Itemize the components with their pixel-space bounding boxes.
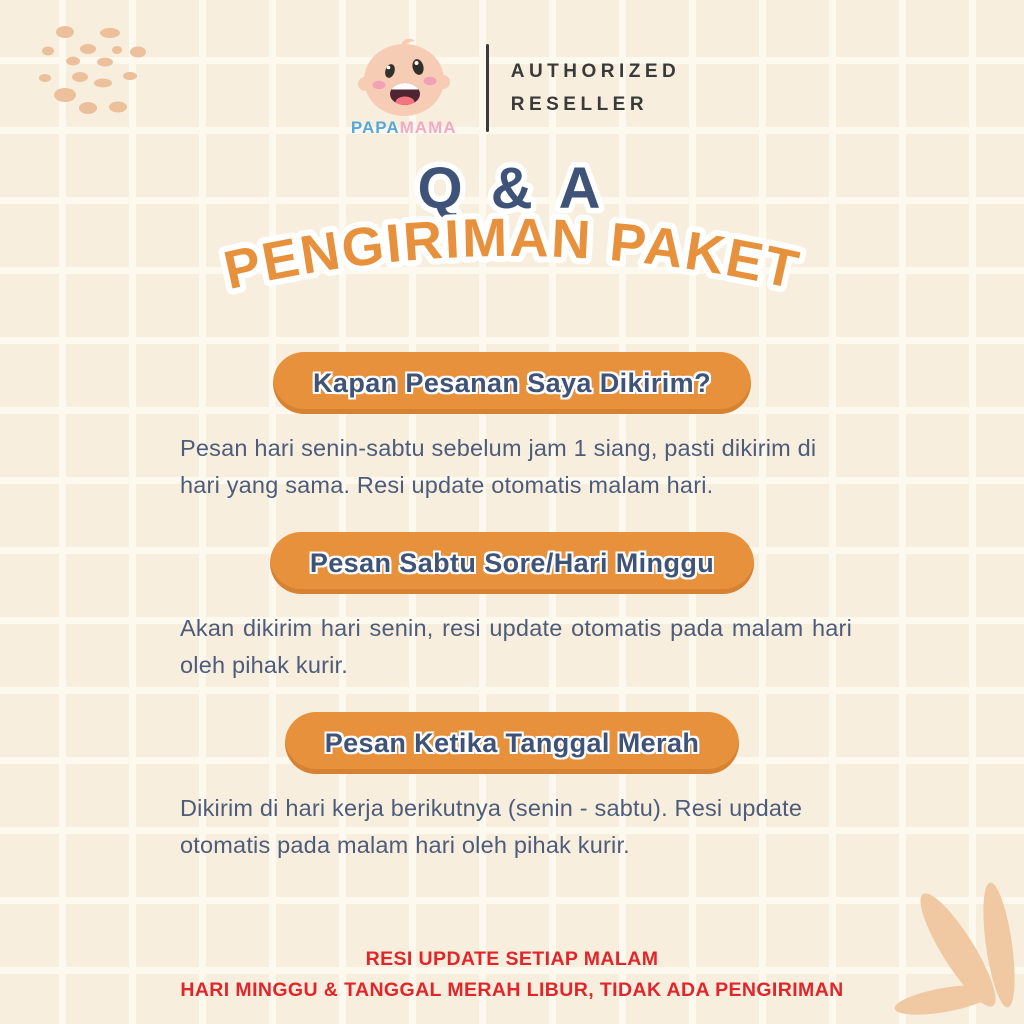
footer-note xyxy=(0,944,1024,1006)
svg-text:PENGIRIMAN PAKET xyxy=(219,210,806,301)
footer-note-line2: HARI MINGGU & TANGGAL MERAH LIBUR, TIDAK ADA PENGIRIMAN xyxy=(180,979,844,1001)
question-pill-2-label: Pesan Sabtu Sore/Hari Minggu xyxy=(309,547,715,578)
answer-text-2: Akan dikirim hari senin, resi update otomatis pada malam hari oleh pihak kurir. xyxy=(180,615,852,678)
answer-text-3: Dikirim di hari kerja berikutnya (senin - sabtu). Resi update otomatis pada malam hari oleh pihak kurir. xyxy=(180,795,803,858)
reseller-label: RESELLER xyxy=(510,93,649,115)
brand-wordmark-papa: PAPA xyxy=(350,118,400,137)
authorized-reseller-badge xyxy=(511,61,681,116)
question-pill-2 xyxy=(270,532,754,594)
question-pill-3-label: Pesan Ketika Tanggal Merah xyxy=(324,727,700,758)
poster-subtitle-text: PENGIRIMAN PAKET xyxy=(218,210,806,301)
faq-3-row xyxy=(0,712,1024,774)
authorized-label: AUTHORIZED xyxy=(510,60,681,82)
answer-text-1: Pesan hari senin-sabtu sebelum jam 1 siang, pasti dikirim di hari yang sama. Resi update otomatis malam hari. xyxy=(180,435,817,498)
header-divider xyxy=(486,44,489,132)
poster-subtitle-wrap xyxy=(117,210,907,335)
question-pill-1-label: Kapan Pesanan Saya Dikirim? xyxy=(313,367,711,398)
brand-wordmark-mama: MAMA xyxy=(399,118,457,137)
brand-logo xyxy=(344,38,464,138)
header xyxy=(0,38,1024,138)
footer-note-line1: RESI UPDATE SETIAP MALAM xyxy=(365,948,659,970)
poster-subtitle xyxy=(117,210,907,330)
question-pill-3 xyxy=(285,712,740,774)
faq-1-row xyxy=(0,352,1024,414)
question-pill-1 xyxy=(273,352,751,414)
brand-wordmark xyxy=(351,118,457,138)
faq-2-row xyxy=(0,532,1024,594)
baby-face-icon xyxy=(354,38,454,116)
qa-title-text: Q & A xyxy=(417,156,607,221)
